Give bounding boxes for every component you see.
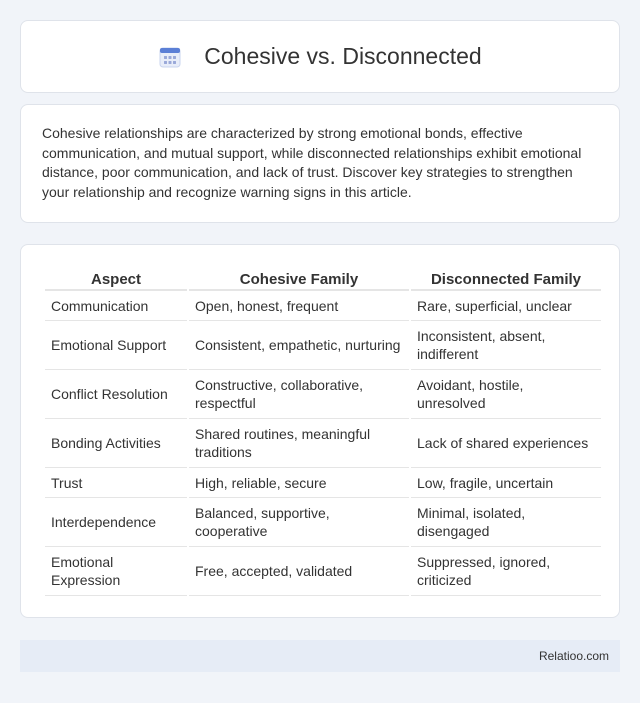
cell-cohesive: Constructive, collaborative, respectful (189, 370, 409, 419)
table-row (45, 291, 601, 321)
cell-cohesive: Free, accepted, validated (189, 547, 409, 596)
cell-aspect: Emotional Support (45, 321, 187, 370)
cell-disconnected: Low, fragile, uncertain (411, 468, 601, 498)
page-title: Cohesive vs. Disconnected (204, 43, 482, 69)
table-header-row (45, 265, 601, 291)
cell-aspect: Trust (45, 468, 187, 498)
cell-cohesive: Open, honest, frequent (189, 291, 409, 321)
cell-aspect: Conflict Resolution (45, 370, 187, 419)
cell-aspect: Interdependence (45, 498, 187, 547)
table-row (45, 370, 601, 419)
cell-cohesive: Consistent, empathetic, nurturing (189, 321, 409, 370)
table-row (45, 468, 601, 498)
cell-aspect: Communication (45, 291, 187, 321)
intro-text: Cohesive relationships are characterized by strong emotional bonds, effective communication, and mutual support, while disconnected relationships exhibit emotional distance, poor communication, and lack of trust. Discover key strategies to strengthen your relationship and recognize warning signs in this article. (42, 125, 582, 200)
comparison-table (43, 265, 603, 596)
cell-disconnected: Lack of shared experiences (411, 419, 601, 468)
table-row (45, 419, 601, 468)
cell-cohesive: Balanced, supportive, cooperative (189, 498, 409, 547)
table-row (45, 498, 601, 547)
footer (20, 640, 620, 672)
header-disconnected: Disconnected Family (411, 265, 601, 291)
cell-aspect: Emotional Expression (45, 547, 187, 596)
calendar-icon (158, 45, 182, 69)
cell-aspect: Bonding Activities (45, 419, 187, 468)
title-wrap (158, 43, 481, 70)
table-row (45, 547, 601, 596)
cell-disconnected: Minimal, isolated, disengaged (411, 498, 601, 547)
header-aspect: Aspect (45, 265, 187, 291)
footer-brand: Relatioo.com (538, 649, 609, 663)
title-card (20, 20, 620, 93)
cell-disconnected: Avoidant, hostile, unresolved (411, 370, 601, 419)
cell-disconnected: Suppressed, ignored, criticized (411, 547, 601, 596)
intro-card (20, 104, 620, 223)
cell-disconnected: Inconsistent, absent, indifferent (411, 321, 601, 370)
table-row (45, 321, 601, 370)
cell-cohesive: Shared routines, meaningful traditions (189, 419, 409, 468)
cell-cohesive: High, reliable, secure (189, 468, 409, 498)
table-card (20, 244, 620, 618)
cell-disconnected: Rare, superficial, unclear (411, 291, 601, 321)
header-cohesive: Cohesive Family (189, 265, 409, 291)
